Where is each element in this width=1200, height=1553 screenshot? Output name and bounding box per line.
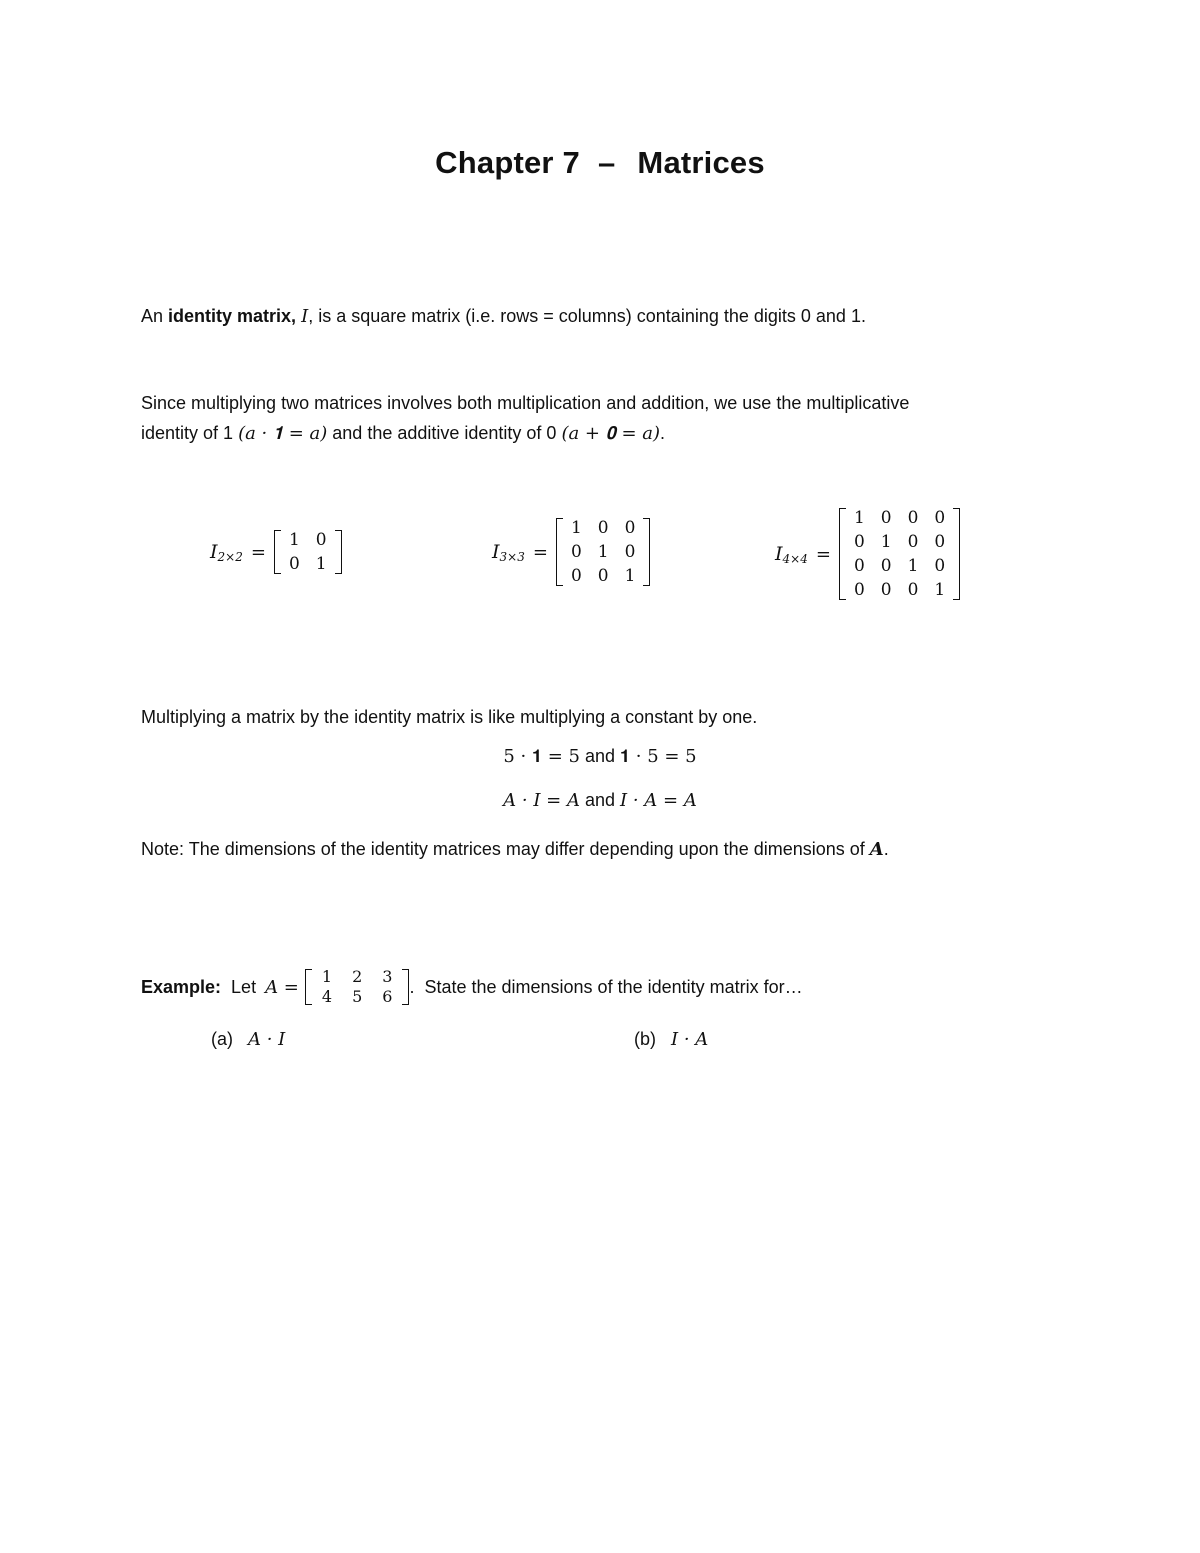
- matrix-entry: 4: [321, 987, 333, 1006]
- example-line: [141, 967, 803, 1007]
- matrix-entry: 1: [315, 554, 327, 574]
- eq2-left: A · I = A: [503, 790, 580, 811]
- definition-term: identity matrix,: [168, 306, 302, 326]
- note-end: .: [883, 839, 889, 859]
- equals-sign: =: [250, 541, 266, 563]
- part-a: [211, 1029, 285, 1050]
- identity-3x3-matrix: [556, 516, 650, 588]
- part-b-expression: I · A: [671, 1029, 709, 1050]
- example-matrix: [305, 967, 410, 1007]
- matrix-entry: 5: [352, 987, 363, 1006]
- identity-2x2-matrix: [274, 528, 342, 576]
- equals-sign: =: [532, 541, 548, 563]
- matrix-entry: 0: [624, 518, 636, 538]
- additive-identity-expr: (a + 𝟎 = a): [561, 423, 661, 444]
- example-label: Example:: [141, 976, 222, 997]
- eq1-left: 5 · 𝟏 = 5: [503, 746, 580, 767]
- equals-sign: =: [278, 976, 299, 998]
- matrix-entry: 0: [934, 508, 946, 528]
- matrix-entry: 1: [907, 556, 919, 576]
- since-paragraph: [141, 388, 909, 449]
- eq1-and: and: [579, 746, 621, 766]
- matrix-entry: 1: [853, 508, 865, 528]
- note-label: Note:: [141, 839, 185, 859]
- equals-sign: =: [815, 543, 831, 565]
- matrix-entry: 0: [624, 542, 636, 562]
- matrix-entry: 0: [853, 556, 865, 576]
- since-line-1: Since multiplying two matrices involves both multiplication and addition, we use the multiplicative: [141, 393, 910, 413]
- eq1-right: 𝟏 · 5 = 5: [620, 746, 697, 767]
- page-title: [0, 145, 1200, 181]
- part-b-label: (b): [634, 1029, 656, 1049]
- matrix-entry: 0: [570, 566, 582, 586]
- matrix-entry: 6: [382, 987, 393, 1006]
- definition-symbol: I: [301, 306, 309, 327]
- matrix-row: [281, 552, 335, 576]
- matrix-row: [563, 516, 643, 540]
- identity-3x3-label: $I_{3\times 3}$: [492, 540, 525, 564]
- multiplying-text: Multiplying a matrix by the identity matrix is like multiplying a constant by one.: [141, 707, 758, 727]
- matrix-entry: 0: [880, 508, 892, 528]
- matrix-entry: 1: [624, 566, 636, 586]
- matrix-entry: 0: [907, 580, 919, 600]
- identity-4x4-label: $I_{4\times 4}$: [775, 542, 808, 566]
- note-symbol: A: [869, 839, 884, 860]
- note-paragraph: [141, 834, 889, 865]
- part-a-label: (a): [211, 1029, 233, 1049]
- identity-4x4: [775, 506, 960, 602]
- matrix-entry: 0: [597, 518, 609, 538]
- note-text: The dimensions of the identity matrices may differ depending upon the dimensions of: [184, 839, 870, 859]
- definition-text-end: , is a square matrix (i.e. rows = columns) containing the digits 0 and 1.: [308, 306, 866, 326]
- constant-identity-equation: [0, 746, 1200, 767]
- matrix-row: [846, 530, 953, 554]
- matrix-row: [846, 578, 953, 602]
- example-symbol: A: [265, 976, 279, 998]
- matrix-row: [312, 987, 403, 1007]
- matrix-entry: 0: [315, 530, 327, 550]
- matrix-entry: 1: [570, 518, 582, 538]
- matrix-entry: 0: [853, 532, 865, 552]
- matrix-entry: 0: [907, 508, 919, 528]
- matrix-entry: 1: [597, 542, 609, 562]
- matrix-entry: 1: [880, 532, 892, 552]
- matrix-entry: 0: [934, 556, 946, 576]
- example-prompt: . State the dimensions of the identity matrix for…: [409, 976, 803, 997]
- title-topic: Matrices: [637, 145, 765, 180]
- multiplicative-identity-expr: (a · 𝟏 = a): [238, 423, 328, 444]
- part-b: [634, 1029, 708, 1050]
- matrix-row: [312, 967, 403, 987]
- identity-4x4-matrix: [839, 506, 960, 602]
- matrix-entry: 0: [880, 556, 892, 576]
- eq2-right: I · A = A: [620, 790, 697, 811]
- matrix-row: [846, 554, 953, 578]
- identity-3x3: [492, 516, 650, 588]
- matrix-identity-equation: [0, 790, 1200, 811]
- matrix-entry: 1: [321, 967, 333, 986]
- since-text-a: identity of 1: [141, 423, 239, 443]
- matrix-entry: 1: [288, 530, 300, 550]
- matrix-entry: 0: [597, 566, 609, 586]
- matrix-entry: 3: [382, 967, 393, 986]
- matrix-row: [846, 506, 953, 530]
- since-text-b: and the additive identity of 0: [327, 423, 562, 443]
- matrix-row: [563, 540, 643, 564]
- matrix-entry: 0: [934, 532, 946, 552]
- matrix-row: [281, 528, 335, 552]
- example-let: Let: [221, 976, 262, 997]
- matrix-entry: 0: [288, 554, 300, 574]
- since-text-c: .: [660, 423, 666, 443]
- definition-paragraph: [141, 301, 866, 332]
- since-line-2: [141, 418, 909, 449]
- definition-text-start: An: [141, 306, 169, 326]
- matrix-row: [563, 564, 643, 588]
- eq2-and: and: [579, 790, 621, 810]
- matrix-entry: 0: [880, 580, 892, 600]
- identity-2x2: [210, 528, 342, 576]
- title-chapter: Chapter 7: [435, 145, 580, 180]
- matrix-entry: 0: [853, 580, 865, 600]
- matrix-entry: 2: [352, 967, 363, 986]
- identity-2x2-label: $I_{2\times 2}$: [210, 540, 243, 564]
- title-dash: –: [597, 145, 616, 180]
- part-a-expression: A · I: [248, 1029, 286, 1050]
- matrix-entry: 0: [907, 532, 919, 552]
- matrix-entry: 1: [934, 580, 946, 600]
- matrix-entry: 0: [570, 542, 582, 562]
